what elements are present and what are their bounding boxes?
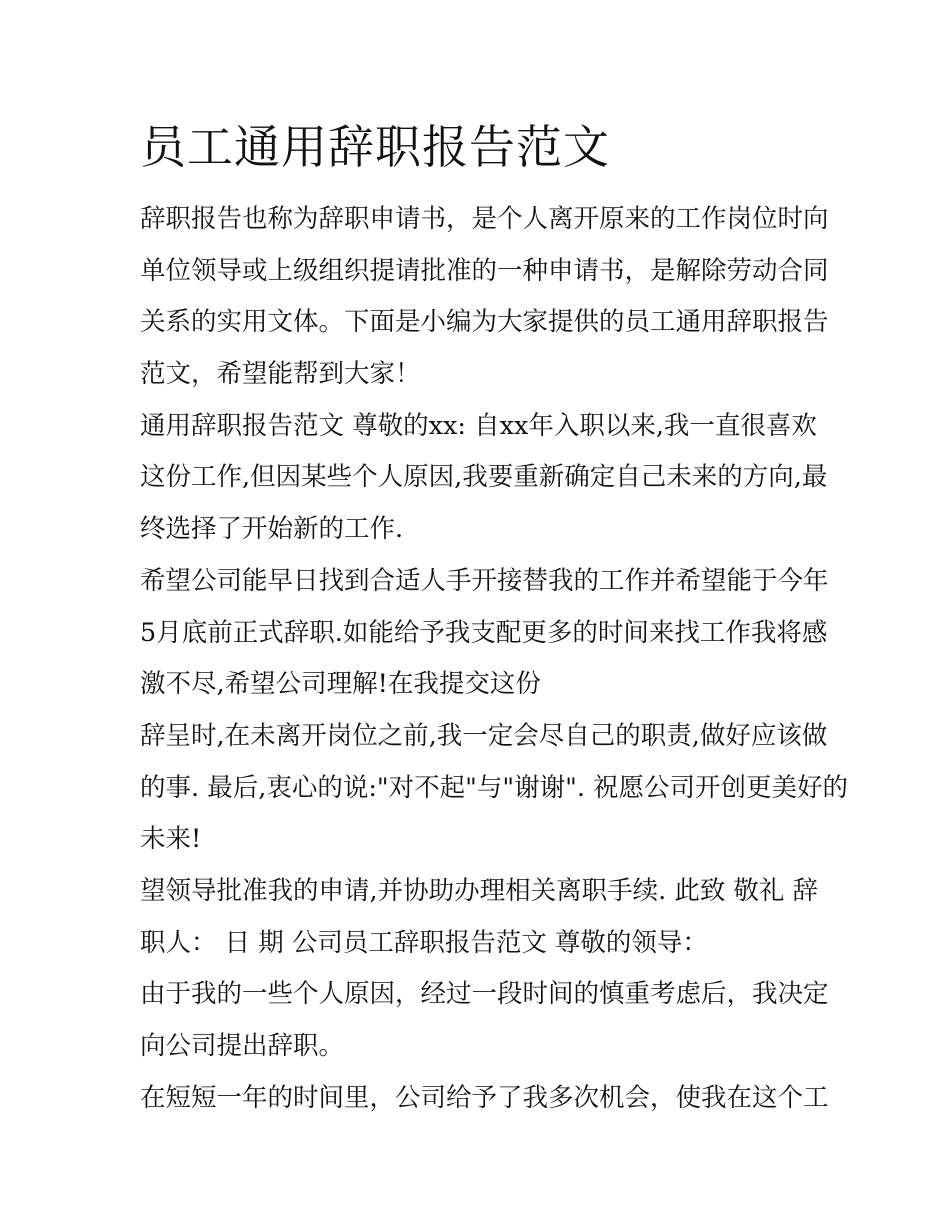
- paragraph-closing: [140, 866, 820, 969]
- text-line: 未来!: [140, 824, 202, 855]
- text-line: 5月底前正式辞职.如能给予我支配更多的时间来找工作我将感: [140, 617, 828, 648]
- text-line: 单位领导或上级组织提请批准的一种申请书，是解除劳动合同: [140, 255, 829, 286]
- text-line: 范文，希望能帮到大家！: [140, 359, 421, 390]
- text-line: 由于我的一些个人原因，经过一段时间的慎重考虑后，我决定: [140, 979, 829, 1010]
- text-line: 向公司提出辞职。: [140, 1031, 345, 1061]
- text-line: 辞呈时,在未离开岗位之前,我一定会尽自己的职责,做好应该做: [140, 720, 828, 751]
- text-line: 辞职报告也称为辞职申请书，是个人离开原来的工作岗位时向: [140, 204, 829, 234]
- paragraph-gratitude: [140, 1073, 829, 1125]
- text-line: 终选择了开始新的工作.: [140, 514, 404, 545]
- text-line: 希望公司能早日找到合适人手开接替我的工作并希望能于今年: [140, 565, 829, 596]
- document-title: 员工通用辞职报告范文: [140, 120, 610, 174]
- text-line: 激不尽,希望公司理解!在我提交这份: [140, 669, 541, 700]
- text-line: 在短短一年的时间里，公司给予了我多次机会，使我在这个工: [140, 1082, 829, 1113]
- text-line: 望领导批准我的申请,并协助办理相关离职手续. 此致 敬礼 辞: [140, 875, 819, 906]
- text-line: 通用辞职报告范文 尊敬的xx: 自xx年入职以来,我一直很喜欢: [140, 410, 817, 441]
- paragraph-duties: [140, 711, 849, 866]
- text-line: 职人： 日 期 公司员工辞职报告范文 尊敬的领导：: [140, 927, 708, 958]
- text-line: 关系的实用文体。下面是小编为大家提供的员工通用辞职报告: [140, 307, 829, 338]
- paragraph-greeting: [140, 401, 828, 556]
- paragraph-reason: [140, 969, 829, 1072]
- text-line: 这份工作,但因某些个人原因,我要重新确定自己未来的方向,最: [140, 462, 828, 493]
- paragraph-request: [140, 556, 829, 711]
- text-line: 的事. 最后,衷心的说:"对不起"与"谢谢". 祝愿公司开创更美好的: [140, 772, 849, 803]
- paragraph-intro: [140, 194, 829, 401]
- document-page: [140, 112, 849, 1124]
